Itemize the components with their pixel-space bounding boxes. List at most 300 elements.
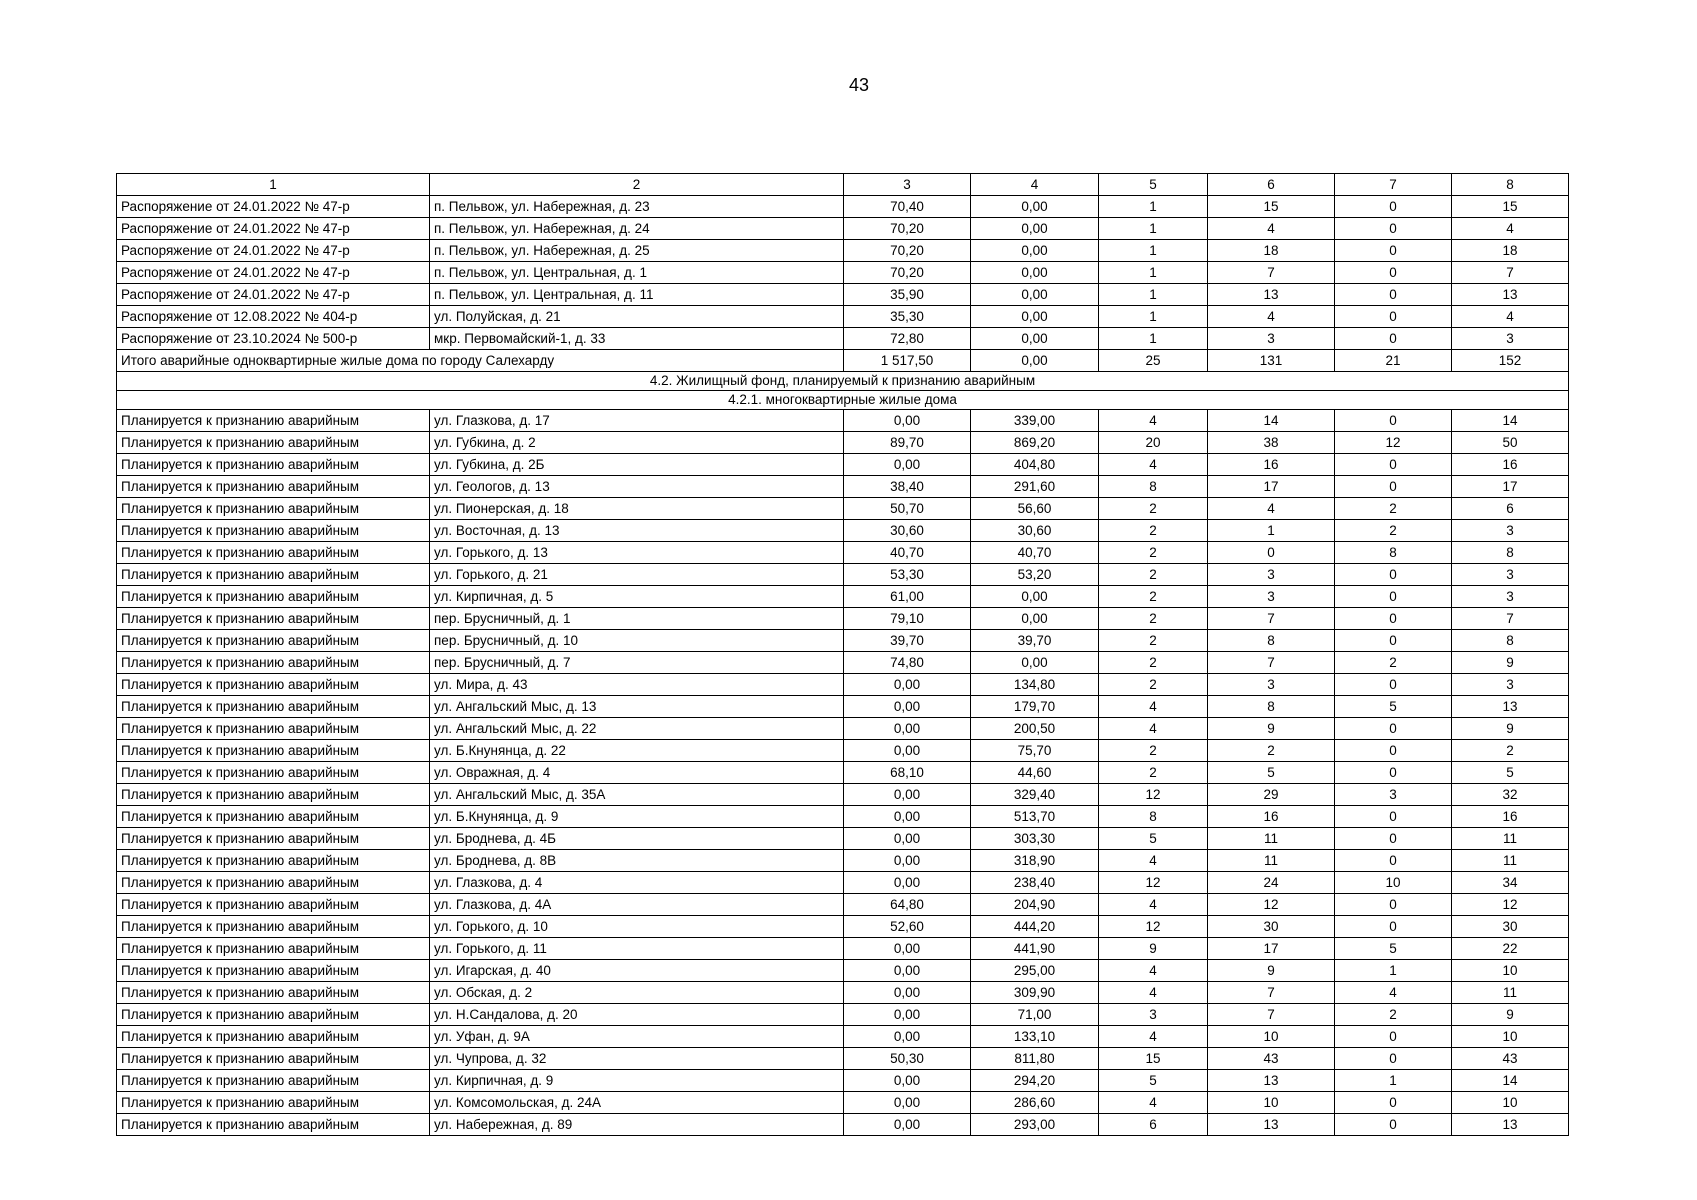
address-cell: ул. Ангальский Мыс, д. 35А bbox=[430, 784, 844, 806]
table-row bbox=[117, 328, 1569, 350]
address-cell: ул. Н.Сандалова, д. 20 bbox=[430, 1004, 844, 1026]
table-row bbox=[117, 454, 1569, 476]
table-row bbox=[117, 1070, 1569, 1092]
value-cell: 7 bbox=[1208, 982, 1335, 1004]
table-row bbox=[117, 284, 1569, 306]
address-cell: ул. Горького, д. 13 bbox=[430, 542, 844, 564]
value-cell: 9 bbox=[1208, 960, 1335, 982]
value-cell: 0,00 bbox=[844, 410, 971, 432]
value-cell: 8 bbox=[1452, 542, 1569, 564]
value-cell: 30,60 bbox=[971, 520, 1099, 542]
address-cell: п. Пельвож, ул. Набережная, д. 25 bbox=[430, 240, 844, 262]
value-cell: 18 bbox=[1208, 240, 1335, 262]
address-cell: ул. Глазкова, д. 4А bbox=[430, 894, 844, 916]
table-row bbox=[117, 872, 1569, 894]
value-cell: 8 bbox=[1099, 476, 1208, 498]
total-value-cell: 0,00 bbox=[971, 350, 1099, 372]
value-cell: 32 bbox=[1452, 784, 1569, 806]
value-cell: 7 bbox=[1208, 262, 1335, 284]
column-number-cell: 1 bbox=[117, 174, 430, 196]
value-cell: 68,10 bbox=[844, 762, 971, 784]
value-cell: 53,20 bbox=[971, 564, 1099, 586]
value-cell: 12 bbox=[1099, 872, 1208, 894]
value-cell: 4 bbox=[1099, 850, 1208, 872]
value-cell: 179,70 bbox=[971, 696, 1099, 718]
column-number-cell: 3 bbox=[844, 174, 971, 196]
value-cell: 35,90 bbox=[844, 284, 971, 306]
value-cell: 0 bbox=[1335, 1114, 1452, 1136]
address-cell: ул. Горького, д. 11 bbox=[430, 938, 844, 960]
address-cell: п. Пельвож, ул. Набережная, д. 24 bbox=[430, 218, 844, 240]
table-row bbox=[117, 1004, 1569, 1026]
document-cell: Планируется к признанию аварийным bbox=[117, 938, 430, 960]
value-cell: 3 bbox=[1208, 674, 1335, 696]
value-cell: 0,00 bbox=[971, 328, 1099, 350]
value-cell: 4 bbox=[1099, 894, 1208, 916]
value-cell: 70,20 bbox=[844, 240, 971, 262]
value-cell: 0,00 bbox=[844, 674, 971, 696]
value-cell: 2 bbox=[1099, 564, 1208, 586]
table-row bbox=[117, 542, 1569, 564]
value-cell: 339,00 bbox=[971, 410, 1099, 432]
value-cell: 0,00 bbox=[844, 454, 971, 476]
value-cell: 0 bbox=[1335, 564, 1452, 586]
value-cell: 0 bbox=[1335, 1048, 1452, 1070]
value-cell: 1 bbox=[1099, 240, 1208, 262]
document-cell: Распоряжение от 24.01.2022 № 47-р bbox=[117, 240, 430, 262]
table-row bbox=[117, 894, 1569, 916]
value-cell: 0 bbox=[1335, 850, 1452, 872]
value-cell: 318,90 bbox=[971, 850, 1099, 872]
table-row bbox=[117, 240, 1569, 262]
value-cell: 50,70 bbox=[844, 498, 971, 520]
section-row bbox=[117, 372, 1569, 391]
address-cell: ул. Геологов, д. 13 bbox=[430, 476, 844, 498]
value-cell: 2 bbox=[1099, 542, 1208, 564]
value-cell: 7 bbox=[1452, 608, 1569, 630]
value-cell: 4 bbox=[1099, 454, 1208, 476]
table-row bbox=[117, 262, 1569, 284]
value-cell: 204,90 bbox=[971, 894, 1099, 916]
table-row bbox=[117, 564, 1569, 586]
value-cell: 0 bbox=[1335, 306, 1452, 328]
document-cell: Планируется к признанию аварийным bbox=[117, 564, 430, 586]
value-cell: 1 bbox=[1335, 1070, 1452, 1092]
value-cell: 74,80 bbox=[844, 652, 971, 674]
table-row bbox=[117, 1114, 1569, 1136]
document-cell: Планируется к признанию аварийным bbox=[117, 674, 430, 696]
table-row bbox=[117, 520, 1569, 542]
address-cell: ул. Чупрова, д. 32 bbox=[430, 1048, 844, 1070]
address-cell: п. Пельвож, ул. Центральная, д. 11 bbox=[430, 284, 844, 306]
value-cell: 11 bbox=[1452, 982, 1569, 1004]
value-cell: 4 bbox=[1099, 410, 1208, 432]
value-cell: 10 bbox=[1208, 1092, 1335, 1114]
value-cell: 1 bbox=[1099, 262, 1208, 284]
document-cell: Распоряжение от 23.10.2024 № 500-р bbox=[117, 328, 430, 350]
value-cell: 2 bbox=[1099, 630, 1208, 652]
value-cell: 0,00 bbox=[844, 938, 971, 960]
table-row bbox=[117, 608, 1569, 630]
document-cell: Планируется к признанию аварийным bbox=[117, 762, 430, 784]
value-cell: 0 bbox=[1335, 454, 1452, 476]
total-value-cell: 1 517,50 bbox=[844, 350, 971, 372]
value-cell: 15 bbox=[1452, 196, 1569, 218]
address-cell: ул. Ангальский Мыс, д. 22 bbox=[430, 718, 844, 740]
value-cell: 0 bbox=[1335, 284, 1452, 306]
value-cell: 0 bbox=[1335, 916, 1452, 938]
document-cell: Планируется к признанию аварийным bbox=[117, 916, 430, 938]
document-cell: Планируется к признанию аварийным bbox=[117, 784, 430, 806]
housing-table bbox=[116, 173, 1569, 1136]
total-row bbox=[117, 350, 1569, 372]
value-cell: 0 bbox=[1335, 196, 1452, 218]
value-cell: 0,00 bbox=[971, 196, 1099, 218]
value-cell: 4 bbox=[1335, 982, 1452, 1004]
address-cell: ул. Игарская, д. 40 bbox=[430, 960, 844, 982]
value-cell: 43 bbox=[1452, 1048, 1569, 1070]
document-cell: Планируется к признанию аварийным bbox=[117, 454, 430, 476]
address-cell: п. Пельвож, ул. Набережная, д. 23 bbox=[430, 196, 844, 218]
value-cell: 7 bbox=[1208, 608, 1335, 630]
value-cell: 10 bbox=[1208, 1026, 1335, 1048]
value-cell: 404,80 bbox=[971, 454, 1099, 476]
value-cell: 24 bbox=[1208, 872, 1335, 894]
table-row bbox=[117, 674, 1569, 696]
value-cell: 1 bbox=[1099, 328, 1208, 350]
value-cell: 0,00 bbox=[844, 784, 971, 806]
value-cell: 0 bbox=[1335, 476, 1452, 498]
document-cell: Планируется к признанию аварийным bbox=[117, 608, 430, 630]
value-cell: 13 bbox=[1208, 284, 1335, 306]
value-cell: 238,40 bbox=[971, 872, 1099, 894]
table-row bbox=[117, 696, 1569, 718]
value-cell: 4 bbox=[1208, 218, 1335, 240]
value-cell: 70,40 bbox=[844, 196, 971, 218]
value-cell: 4 bbox=[1099, 1092, 1208, 1114]
value-cell: 0,00 bbox=[844, 828, 971, 850]
value-cell: 34 bbox=[1452, 872, 1569, 894]
document-cell: Планируется к признанию аварийным bbox=[117, 652, 430, 674]
value-cell: 12 bbox=[1208, 894, 1335, 916]
document-cell: Планируется к признанию аварийным bbox=[117, 740, 430, 762]
document-cell: Планируется к признанию аварийным bbox=[117, 850, 430, 872]
value-cell: 10 bbox=[1335, 872, 1452, 894]
document-cell: Распоряжение от 24.01.2022 № 47-р bbox=[117, 196, 430, 218]
value-cell: 3 bbox=[1452, 520, 1569, 542]
value-cell: 12 bbox=[1335, 432, 1452, 454]
value-cell: 79,10 bbox=[844, 608, 971, 630]
value-cell: 9 bbox=[1452, 652, 1569, 674]
value-cell: 38,40 bbox=[844, 476, 971, 498]
address-cell: ул. Ангальский Мыс, д. 13 bbox=[430, 696, 844, 718]
document-cell: Планируется к признанию аварийным bbox=[117, 410, 430, 432]
value-cell: 9 bbox=[1099, 938, 1208, 960]
value-cell: 5 bbox=[1452, 762, 1569, 784]
value-cell: 5 bbox=[1099, 828, 1208, 850]
value-cell: 2 bbox=[1099, 674, 1208, 696]
value-cell: 8 bbox=[1208, 696, 1335, 718]
value-cell: 11 bbox=[1452, 850, 1569, 872]
value-cell: 13 bbox=[1452, 696, 1569, 718]
value-cell: 2 bbox=[1099, 652, 1208, 674]
value-cell: 1 bbox=[1099, 196, 1208, 218]
value-cell: 0,00 bbox=[971, 586, 1099, 608]
table-row bbox=[117, 306, 1569, 328]
total-value-cell: 21 bbox=[1335, 350, 1452, 372]
table-row bbox=[117, 784, 1569, 806]
table-row bbox=[117, 916, 1569, 938]
value-cell: 0,00 bbox=[971, 608, 1099, 630]
value-cell: 20 bbox=[1099, 432, 1208, 454]
value-cell: 811,80 bbox=[971, 1048, 1099, 1070]
value-cell: 4 bbox=[1099, 1026, 1208, 1048]
value-cell: 8 bbox=[1099, 806, 1208, 828]
value-cell: 39,70 bbox=[971, 630, 1099, 652]
value-cell: 56,60 bbox=[971, 498, 1099, 520]
value-cell: 30 bbox=[1452, 916, 1569, 938]
address-cell: ул. Обская, д. 2 bbox=[430, 982, 844, 1004]
value-cell: 0 bbox=[1335, 806, 1452, 828]
value-cell: 0 bbox=[1335, 1026, 1452, 1048]
table-row bbox=[117, 850, 1569, 872]
address-cell: ул. Комсомольская, д. 24А bbox=[430, 1092, 844, 1114]
value-cell: 4 bbox=[1099, 696, 1208, 718]
value-cell: 0 bbox=[1335, 262, 1452, 284]
value-cell: 0 bbox=[1335, 608, 1452, 630]
address-cell: ул. Пионерская, д. 18 bbox=[430, 498, 844, 520]
value-cell: 14 bbox=[1208, 410, 1335, 432]
value-cell: 3 bbox=[1335, 784, 1452, 806]
value-cell: 2 bbox=[1099, 520, 1208, 542]
value-cell: 0 bbox=[1335, 828, 1452, 850]
value-cell: 3 bbox=[1208, 564, 1335, 586]
value-cell: 52,60 bbox=[844, 916, 971, 938]
value-cell: 0 bbox=[1335, 218, 1452, 240]
value-cell: 17 bbox=[1208, 938, 1335, 960]
address-cell: пер. Брусничный, д. 10 bbox=[430, 630, 844, 652]
value-cell: 0 bbox=[1335, 240, 1452, 262]
value-cell: 0 bbox=[1335, 674, 1452, 696]
column-number-cell: 6 bbox=[1208, 174, 1335, 196]
value-cell: 2 bbox=[1335, 498, 1452, 520]
value-cell: 1 bbox=[1208, 520, 1335, 542]
value-cell: 3 bbox=[1452, 328, 1569, 350]
value-cell: 0,00 bbox=[844, 872, 971, 894]
document-cell: Планируется к признанию аварийным bbox=[117, 982, 430, 1004]
value-cell: 2 bbox=[1099, 498, 1208, 520]
value-cell: 133,10 bbox=[971, 1026, 1099, 1048]
address-cell: ул. Восточная, д. 13 bbox=[430, 520, 844, 542]
address-cell: ул. Кирпичная, д. 5 bbox=[430, 586, 844, 608]
value-cell: 0,00 bbox=[844, 1070, 971, 1092]
value-cell: 0,00 bbox=[971, 218, 1099, 240]
value-cell: 200,50 bbox=[971, 718, 1099, 740]
address-cell: ул. Набережная, д. 89 bbox=[430, 1114, 844, 1136]
value-cell: 9 bbox=[1452, 718, 1569, 740]
value-cell: 0,00 bbox=[844, 850, 971, 872]
total-value-cell: 152 bbox=[1452, 350, 1569, 372]
value-cell: 10 bbox=[1452, 1092, 1569, 1114]
value-cell: 39,70 bbox=[844, 630, 971, 652]
document-cell: Распоряжение от 12.08.2022 № 404-р bbox=[117, 306, 430, 328]
value-cell: 869,20 bbox=[971, 432, 1099, 454]
value-cell: 16 bbox=[1208, 454, 1335, 476]
value-cell: 89,70 bbox=[844, 432, 971, 454]
value-cell: 2 bbox=[1208, 740, 1335, 762]
table-row bbox=[117, 410, 1569, 432]
value-cell: 0,00 bbox=[844, 1004, 971, 1026]
value-cell: 5 bbox=[1335, 938, 1452, 960]
value-cell: 13 bbox=[1208, 1114, 1335, 1136]
value-cell: 9 bbox=[1208, 718, 1335, 740]
address-cell: ул. Кирпичная, д. 9 bbox=[430, 1070, 844, 1092]
document-cell: Планируется к признанию аварийным bbox=[117, 520, 430, 542]
document-cell: Распоряжение от 24.01.2022 № 47-р bbox=[117, 218, 430, 240]
table-row bbox=[117, 1092, 1569, 1114]
value-cell: 4 bbox=[1099, 718, 1208, 740]
value-cell: 11 bbox=[1452, 828, 1569, 850]
document-cell: Планируется к признанию аварийным bbox=[117, 1114, 430, 1136]
value-cell: 72,80 bbox=[844, 328, 971, 350]
value-cell: 30,60 bbox=[844, 520, 971, 542]
value-cell: 40,70 bbox=[971, 542, 1099, 564]
value-cell: 7 bbox=[1208, 1004, 1335, 1026]
document-cell: Планируется к признанию аварийным bbox=[117, 894, 430, 916]
table-row bbox=[117, 498, 1569, 520]
value-cell: 40,70 bbox=[844, 542, 971, 564]
table-row bbox=[117, 652, 1569, 674]
value-cell: 15 bbox=[1208, 196, 1335, 218]
value-cell: 4 bbox=[1452, 218, 1569, 240]
value-cell: 4 bbox=[1452, 306, 1569, 328]
value-cell: 2 bbox=[1335, 1004, 1452, 1026]
document-cell: Планируется к признанию аварийным bbox=[117, 872, 430, 894]
table-row bbox=[117, 432, 1569, 454]
page-number: 43 bbox=[848, 75, 870, 95]
value-cell: 12 bbox=[1099, 916, 1208, 938]
value-cell: 1 bbox=[1099, 306, 1208, 328]
column-number-cell: 8 bbox=[1452, 174, 1569, 196]
document-cell: Планируется к признанию аварийным bbox=[117, 718, 430, 740]
table-row bbox=[117, 1026, 1569, 1048]
document-cell: Планируется к признанию аварийным bbox=[117, 476, 430, 498]
value-cell: 8 bbox=[1335, 542, 1452, 564]
value-cell: 1 bbox=[1099, 218, 1208, 240]
table-row bbox=[117, 982, 1569, 1004]
address-cell: п. Пельвож, ул. Центральная, д. 1 bbox=[430, 262, 844, 284]
value-cell: 3 bbox=[1452, 586, 1569, 608]
total-label: Итого аварийные одноквартирные жилые дома по городу Салехарду bbox=[117, 350, 844, 372]
value-cell: 14 bbox=[1452, 1070, 1569, 1092]
value-cell: 286,60 bbox=[971, 1092, 1099, 1114]
value-cell: 10 bbox=[1452, 1026, 1569, 1048]
value-cell: 0,00 bbox=[971, 240, 1099, 262]
value-cell: 38 bbox=[1208, 432, 1335, 454]
column-number-cell: 4 bbox=[971, 174, 1099, 196]
address-cell: ул. Глазкова, д. 4 bbox=[430, 872, 844, 894]
section-title: 4.2. Жилищный фонд, планируемый к признанию аварийным bbox=[117, 372, 1569, 391]
value-cell: 22 bbox=[1452, 938, 1569, 960]
value-cell: 70,20 bbox=[844, 262, 971, 284]
value-cell: 7 bbox=[1208, 652, 1335, 674]
table-row bbox=[117, 630, 1569, 652]
document-cell: Планируется к признанию аварийным bbox=[117, 1026, 430, 1048]
table-row bbox=[117, 718, 1569, 740]
document-cell: Планируется к признанию аварийным bbox=[117, 1004, 430, 1026]
value-cell: 1 bbox=[1335, 960, 1452, 982]
value-cell: 12 bbox=[1099, 784, 1208, 806]
value-cell: 6 bbox=[1099, 1114, 1208, 1136]
address-cell: пер. Брусничный, д. 7 bbox=[430, 652, 844, 674]
table-row bbox=[117, 960, 1569, 982]
table-row bbox=[117, 828, 1569, 850]
value-cell: 18 bbox=[1452, 240, 1569, 262]
value-cell: 16 bbox=[1452, 806, 1569, 828]
total-value-cell: 25 bbox=[1099, 350, 1208, 372]
value-cell: 0 bbox=[1335, 718, 1452, 740]
table-row bbox=[117, 806, 1569, 828]
table-row bbox=[117, 1048, 1569, 1070]
value-cell: 13 bbox=[1452, 1114, 1569, 1136]
value-cell: 3 bbox=[1452, 674, 1569, 696]
value-cell: 291,60 bbox=[971, 476, 1099, 498]
value-cell: 0 bbox=[1335, 740, 1452, 762]
value-cell: 35,30 bbox=[844, 306, 971, 328]
value-cell: 0,00 bbox=[971, 284, 1099, 306]
address-cell: ул. Броднева, д. 4Б bbox=[430, 828, 844, 850]
table-row bbox=[117, 762, 1569, 784]
value-cell: 50 bbox=[1452, 432, 1569, 454]
address-cell: ул. Б.Кнунянца, д. 22 bbox=[430, 740, 844, 762]
value-cell: 0 bbox=[1335, 1092, 1452, 1114]
value-cell: 0,00 bbox=[844, 1092, 971, 1114]
value-cell: 303,30 bbox=[971, 828, 1099, 850]
value-cell: 441,90 bbox=[971, 938, 1099, 960]
value-cell: 0,00 bbox=[971, 652, 1099, 674]
value-cell: 309,90 bbox=[971, 982, 1099, 1004]
value-cell: 5 bbox=[1099, 1070, 1208, 1092]
value-cell: 444,20 bbox=[971, 916, 1099, 938]
value-cell: 0,00 bbox=[844, 1026, 971, 1048]
value-cell: 0,00 bbox=[844, 1114, 971, 1136]
subsection-title: 4.2.1. многоквартирные жилые дома bbox=[117, 391, 1569, 410]
value-cell: 8 bbox=[1452, 630, 1569, 652]
address-cell: ул. Глазкова, д. 17 bbox=[430, 410, 844, 432]
value-cell: 3 bbox=[1208, 586, 1335, 608]
value-cell: 513,70 bbox=[971, 806, 1099, 828]
value-cell: 9 bbox=[1452, 1004, 1569, 1026]
value-cell: 29 bbox=[1208, 784, 1335, 806]
value-cell: 71,00 bbox=[971, 1004, 1099, 1026]
value-cell: 293,00 bbox=[971, 1114, 1099, 1136]
value-cell: 11 bbox=[1208, 828, 1335, 850]
value-cell: 53,30 bbox=[844, 564, 971, 586]
value-cell: 0,00 bbox=[844, 718, 971, 740]
total-value-cell: 131 bbox=[1208, 350, 1335, 372]
value-cell: 2 bbox=[1452, 740, 1569, 762]
value-cell: 0,00 bbox=[971, 306, 1099, 328]
document-cell: Планируется к признанию аварийным bbox=[117, 498, 430, 520]
column-number-row bbox=[117, 174, 1569, 196]
document-cell: Планируется к признанию аварийным bbox=[117, 586, 430, 608]
address-cell: пер. Брусничный, д. 1 bbox=[430, 608, 844, 630]
column-number-cell: 5 bbox=[1099, 174, 1208, 196]
value-cell: 0,00 bbox=[844, 740, 971, 762]
value-cell: 70,20 bbox=[844, 218, 971, 240]
value-cell: 43 bbox=[1208, 1048, 1335, 1070]
value-cell: 329,40 bbox=[971, 784, 1099, 806]
